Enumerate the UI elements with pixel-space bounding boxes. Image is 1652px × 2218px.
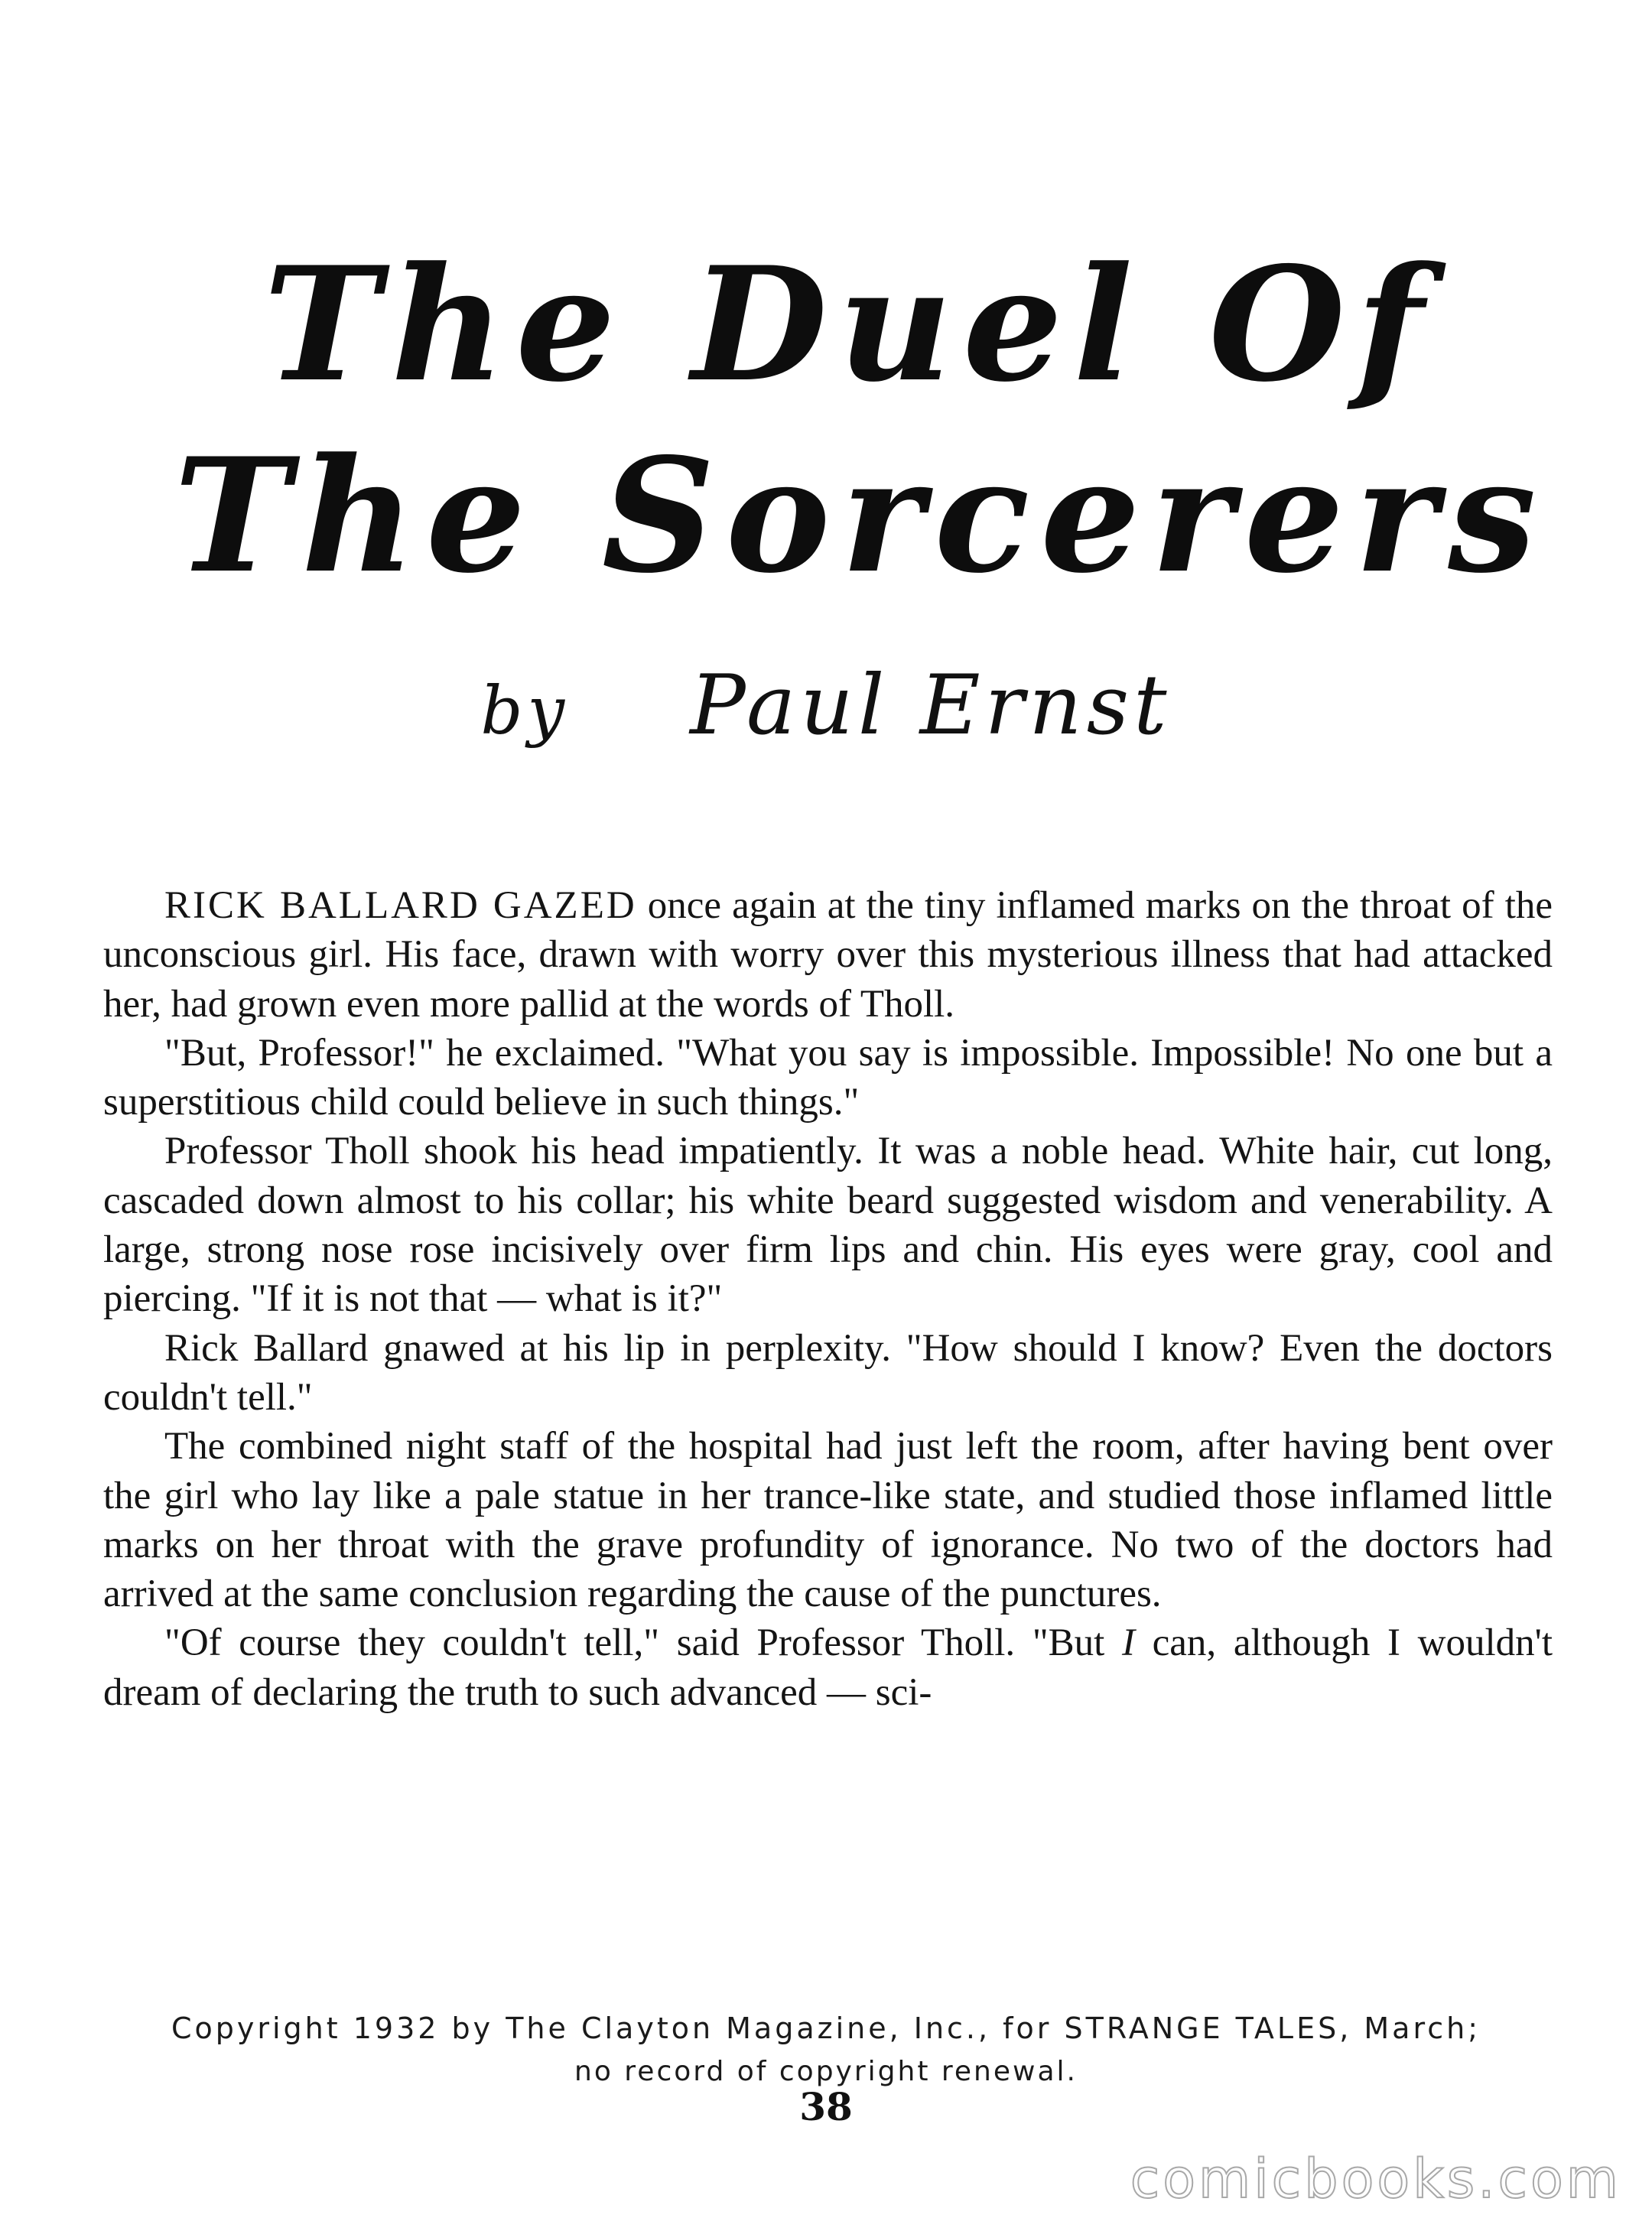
italic-word: I [1122,1621,1135,1665]
author-byline [0,658,1652,753]
story-title [0,229,1652,612]
story-paragraph [103,881,1553,1029]
paragraph-text: once again at the tiny inflamed marks on the throat of the unconscious girl. His face, drawn with worry over this mysterious illness that had attacked her, had grown even more pallid at the words of Tholl. [103,884,1553,1026]
story-paragraph: Rick Ballard gnawed at his lip in perplexity. "How should I know? Even the doctors couldn't tell." [103,1326,1553,1419]
opening-caps: RICK BALLARD GAZED [164,884,637,927]
site-watermark: comicbooks.com [1130,2148,1621,2210]
copyright-notice: Copyright 1932 by The Clayton Magazine, Inc., for STRANGE TALES, March; [171,2011,1481,2045]
story-paragraph [103,1618,1553,1717]
paragraph-text: "Of course they couldn't tell," said Professor Tholl. "But [164,1621,1123,1665]
title-line-2: The Sorcerers [174,424,1547,608]
story-body [103,881,1553,1717]
story-paragraph: "But, Professor!" he exclaimed. "What you say is impossible. Impossible! No one but a superstitious child could believe in such things." [103,1031,1553,1124]
byline-by: by [480,673,570,750]
author-name: Paul Ernst [690,658,1172,753]
copyright-renewal-note: no record of copyright renewal. [574,2056,1078,2087]
paragraph-text: can, although I wouldn't dream of declaring the truth to such advanced — sci- [103,1621,1553,1714]
page-number: 38 [799,2084,853,2129]
title-line-1: The Duel Of [263,233,1435,417]
story-paragraph: Professor Tholl shook his head impatiently. It was a noble head. White hair, cut long, cascaded down almost to his collar; his white beard suggested wisdom and venerability. A large, strong nose rose incisively over firm lips and chin. His eyes were gray, cool and piercing. "If it is not that — what is it?" [103,1130,1553,1321]
story-paragraph: The combined night staff of the hospital had just left the room, after having bent over the girl who lay like a pale statue in her trance-like state, and studied those inflamed little marks on her throat with the grave profundity of ignorance. No two of the doctors had arrived at the same conclusion regarding the cause of the punctures. [103,1425,1553,1616]
